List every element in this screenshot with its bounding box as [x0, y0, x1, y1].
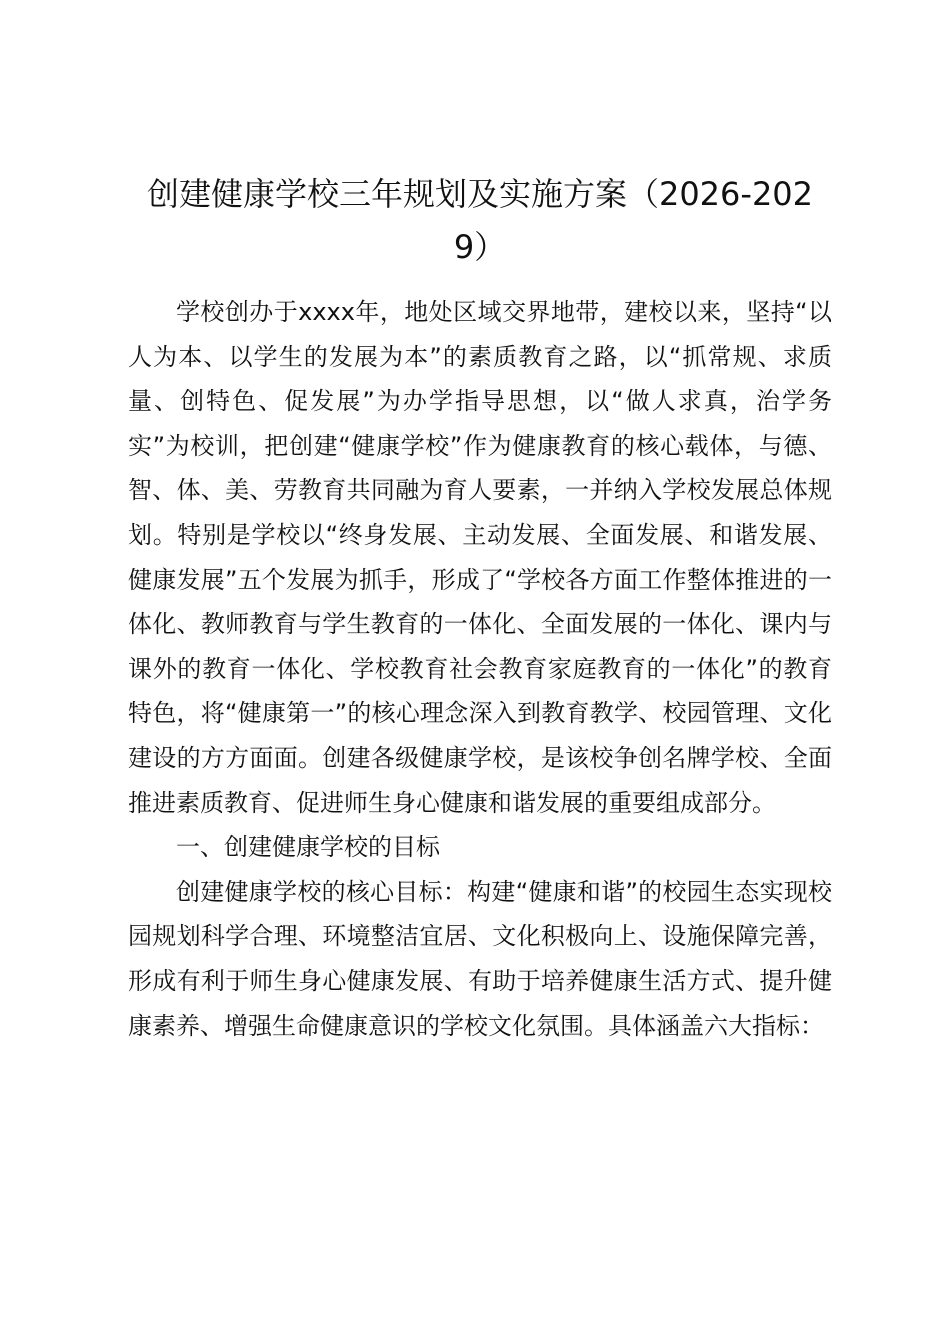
intro-paragraph: 学校创办于xxxx年，地处区域交界地带，建校以来，坚持“以人为本、以学生的发展为本”的素质教育之路，以“抓常规、求质量、创特色、促发展”为办学指导思想，以“做人求真，治学务实”为校训，把创建“健康学校”作为健康教育的核心载体，与德、智、体、美、劳教育共同融为育人要素，一并纳入学校发展总体规划。特别是学校以“终身发展、主动发展、全面发展、和谐发展、健康发展”五个发展为抓手，形成了“学校各方面工作整体推进的一体化、教师教育与学生教育的一体化、全面发展的一体化、课内与课外的教育一体化、学校教育社会教育家庭教育的一体化”的教育特色，将“健康第一”的核心理念深入到教育教学、校园管理、文化建设的方方面面。创建各级健康学校，是该校争创名牌学校、全面推进素质教育、促进师生身心健康和谐发展的重要组成部分。 [128, 298, 832, 817]
section-heading-goals: 一、创建健康学校的目标 [176, 833, 440, 862]
document-title: 创建健康学校三年规划及实施方案（2026-2029） [146, 175, 814, 266]
document-body [128, 168, 832, 1048]
goals-paragraph: 创建健康学校的核心目标：构建“健康和谐”的校园生态实现校园规划科学合理、环境整洁宜居、文化积极向上、设施保障完善，形成有利于师生身心健康发展、有助于培养健康生活方式、提升健康素养、增强生命健康意识的学校文化氛围。具体涵盖六大指标： [128, 877, 832, 1040]
